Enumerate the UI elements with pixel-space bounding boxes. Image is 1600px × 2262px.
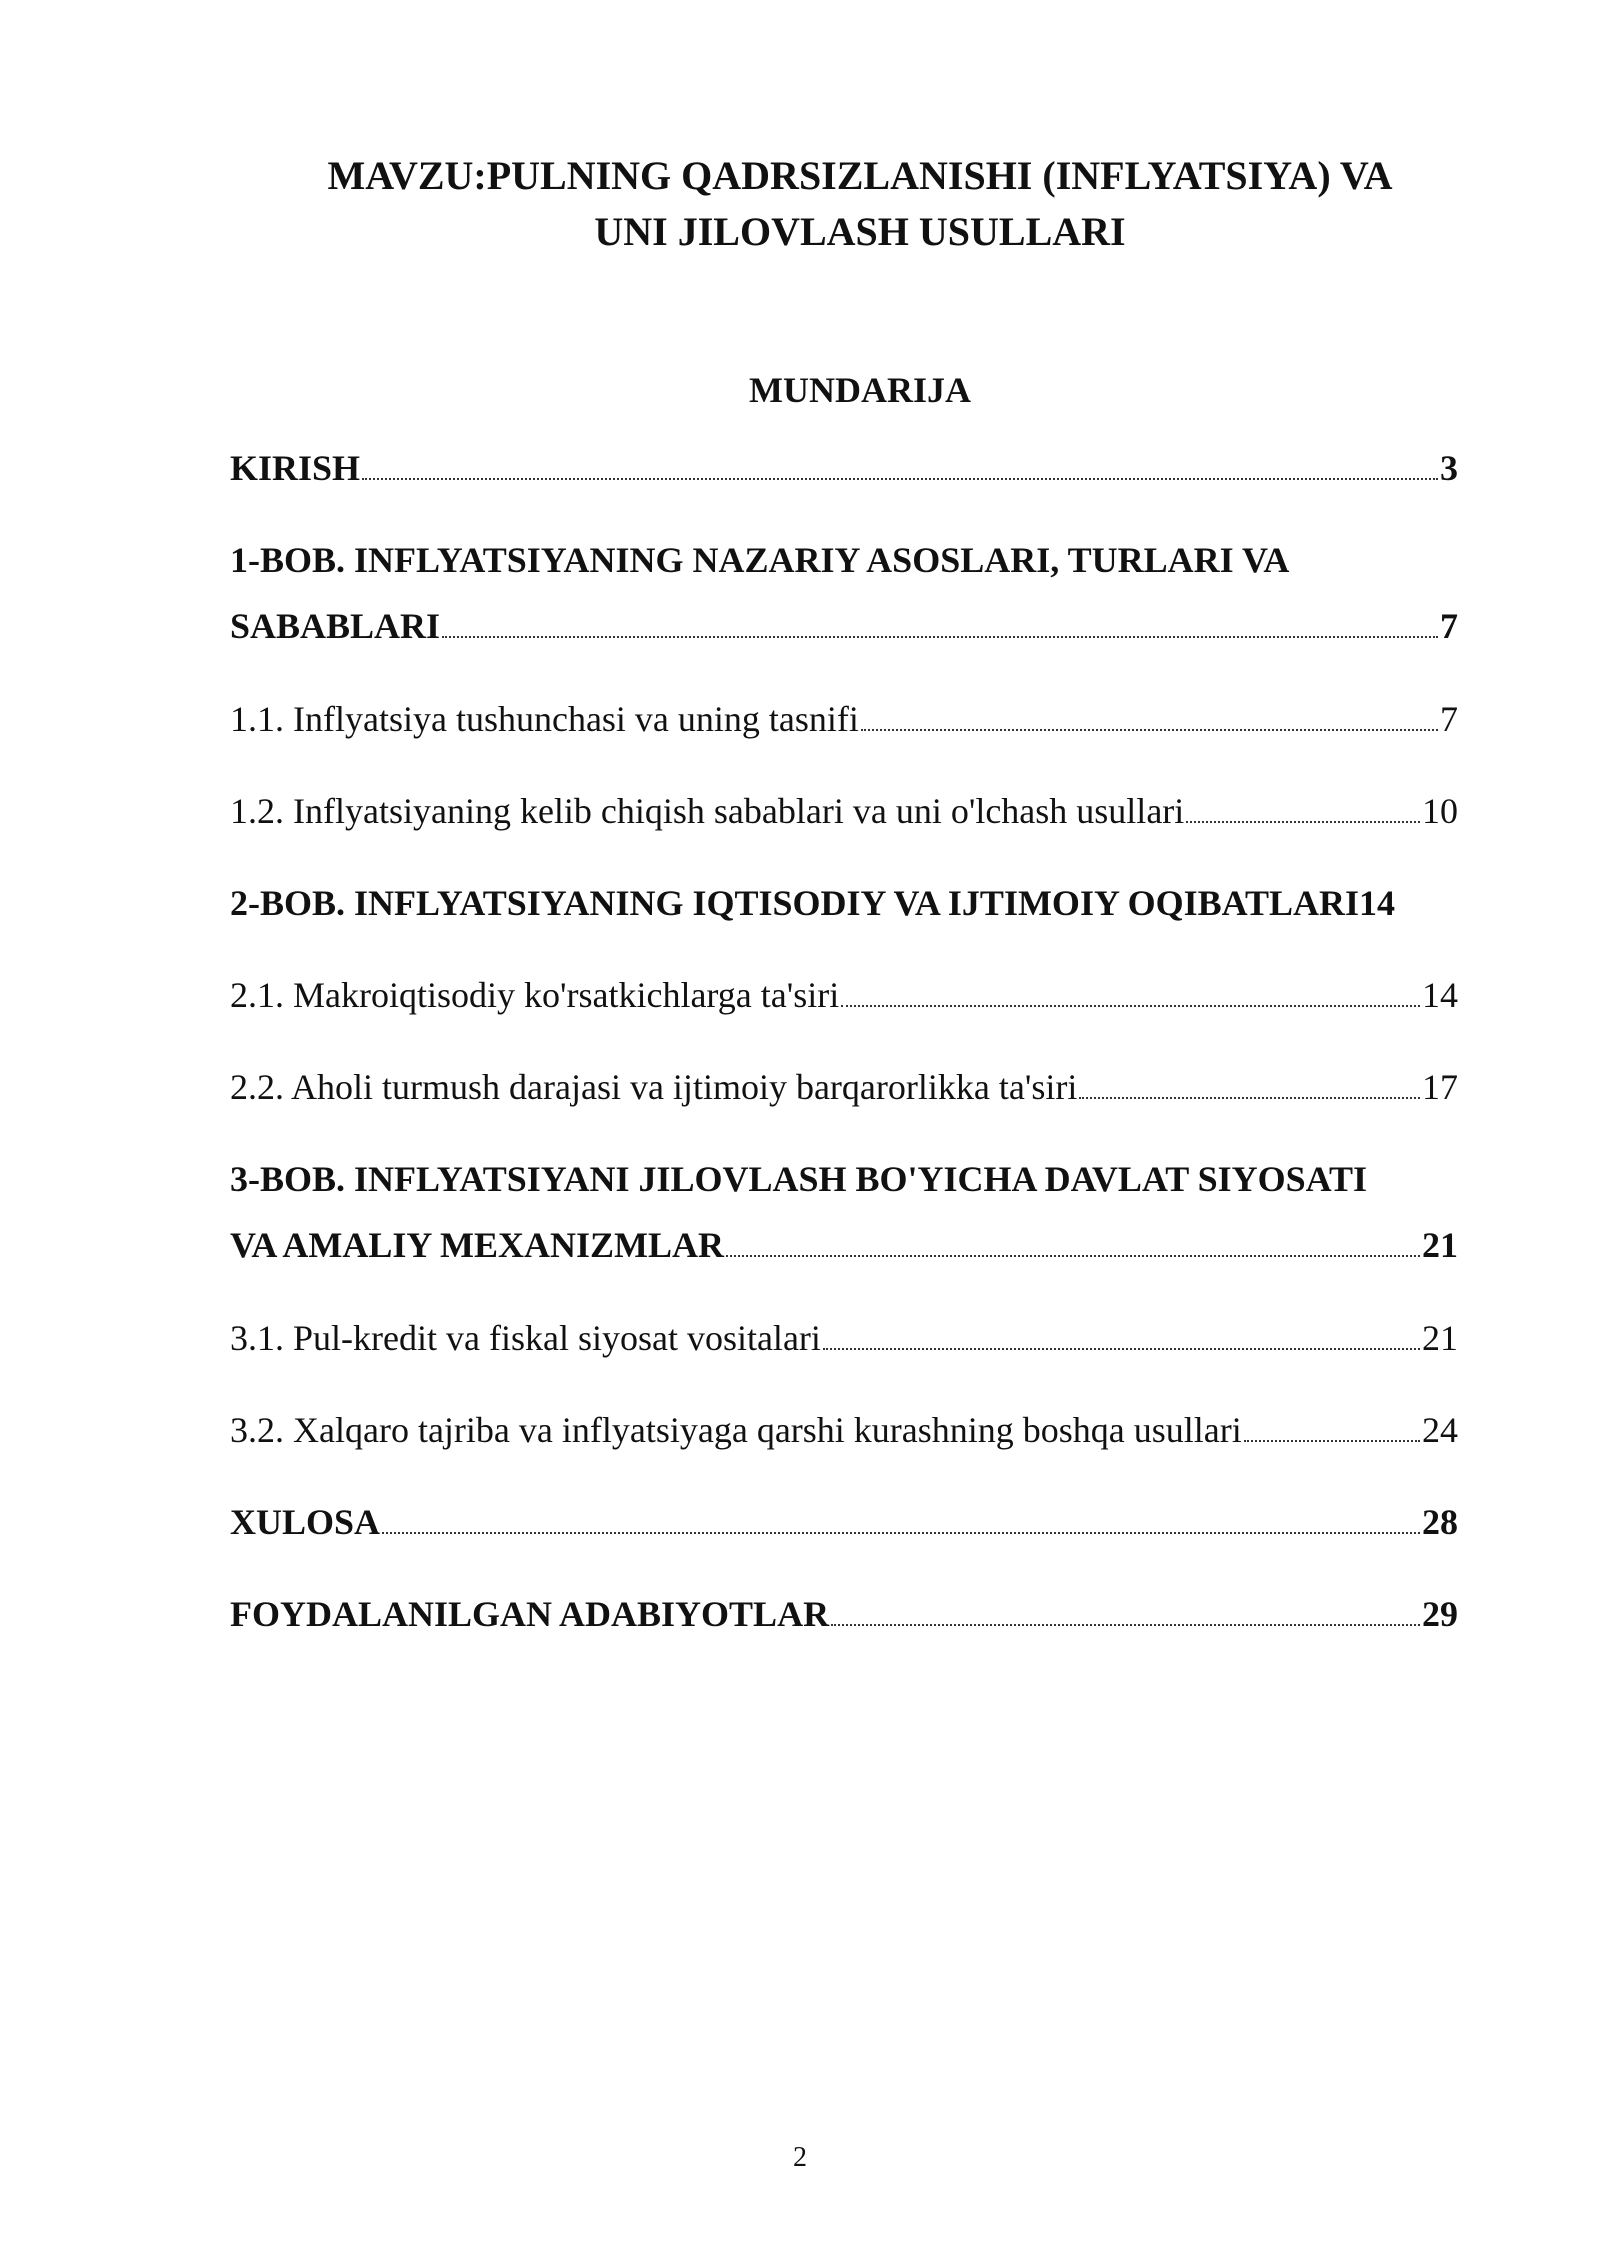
toc-entry-page: 28 [1422, 1502, 1458, 1542]
toc-entry-page: 3 [1440, 448, 1458, 488]
toc-entry-page: 17 [1422, 1067, 1458, 1107]
dot-leader [841, 1004, 1420, 1007]
toc-entry-page: 7 [1440, 606, 1458, 646]
toc-entry-page: 24 [1422, 1410, 1458, 1450]
toc-entry-section-3-1[interactable] [230, 1315, 1458, 1361]
toc-entry-section-3-2[interactable] [230, 1407, 1458, 1453]
page-number: 2 [793, 2142, 807, 2173]
toc-heading: MUNDARIJA [749, 370, 971, 410]
title-line-2: UNI JILOVLASH USULLARI [594, 209, 1126, 254]
toc-entry-text: FOYDALANILGAN ADABIYOTLAR [230, 1594, 830, 1634]
toc-entry-section-1-2[interactable] [230, 788, 1458, 834]
toc-entry-xulosa[interactable] [230, 1499, 1458, 1545]
toc-entry-section-2-1[interactable] [230, 972, 1458, 1018]
toc-entry-section-2-2[interactable] [230, 1064, 1458, 1110]
toc-entry-page: 14 [1422, 975, 1458, 1015]
toc-entry-text: 3.2. Xalqaro tajriba va inflyatsiyaga qarshi kurashning boshqa usullari [230, 1410, 1242, 1450]
toc-entry-section-1-1[interactable] [230, 696, 1458, 742]
toc-entry-text: 2.1. Makroiqtisodiy ko'rsatkichlarga ta'siri [230, 975, 840, 1015]
dot-leader [1244, 1439, 1420, 1442]
dot-leader [382, 1531, 1420, 1534]
dot-leader [861, 728, 1438, 731]
toc-entry-text: 1.1. Inflyatsiya tushunchasi va uning tasnifi [230, 699, 859, 739]
dot-leader [823, 1347, 1420, 1350]
dot-leader [726, 1254, 1420, 1257]
dot-leader [442, 635, 1438, 638]
toc-entry-kirish[interactable] [230, 445, 1458, 491]
dot-leader [831, 1623, 1420, 1626]
toc-entry-text: 2.2. Aholi turmush darajasi va ijtimoiy barqarorlikka ta'siri [230, 1067, 1078, 1107]
toc-entry-chapter-2[interactable] [230, 880, 1490, 926]
toc-entry-chapter-3[interactable] [230, 1156, 1458, 1268]
dot-leader [1186, 820, 1420, 823]
toc-entry-text: KIRISH [230, 448, 361, 488]
toc-entry-text: SABABLARI [230, 606, 441, 646]
toc-entry-page: 21 [1422, 1318, 1458, 1358]
toc-entry-text: VA AMALIY MEXANIZMLAR [230, 1225, 725, 1265]
toc-entry-page: 14 [1359, 883, 1395, 923]
toc-entry-references[interactable] [230, 1591, 1458, 1637]
toc-entry-page: 21 [1422, 1225, 1458, 1265]
toc-entry-text-line-1: 1-BOB. INFLYATSIYANING NAZARIY ASOSLARI, TURLARI VA [230, 540, 1290, 580]
toc-entry-page: 7 [1440, 699, 1458, 739]
toc-entry-text-line-1: 3-BOB. INFLYATSIYANI JILOVLASH BO'YICHA DAVLAT SIYOSATI [230, 1159, 1368, 1199]
toc-entry-text: 1.2. Inflyatsiyaning kelib chiqish sabablari va uni o'lchash usullari [230, 791, 1185, 831]
dot-leader [1079, 1096, 1420, 1099]
title-line-1: MAVZU:PULNING QADRSIZLANISHI (INFLYATSIYA) VA [327, 153, 1393, 198]
dot-leader [362, 477, 1438, 480]
toc-entry-page: 29 [1422, 1594, 1458, 1634]
toc-entry-chapter-1[interactable] [230, 537, 1458, 649]
document-title [230, 148, 1490, 260]
toc-entry-text: XULOSA [230, 1502, 381, 1542]
toc-entry-page: 10 [1422, 791, 1458, 831]
toc-entry-text: 2-BOB. INFLYATSIYANING IQTISODIY VA IJTIMOIY OQIBATLARI [230, 883, 1359, 923]
toc-entry-text: 3.1. Pul-kredit va fiskal siyosat vositalari [230, 1318, 821, 1358]
